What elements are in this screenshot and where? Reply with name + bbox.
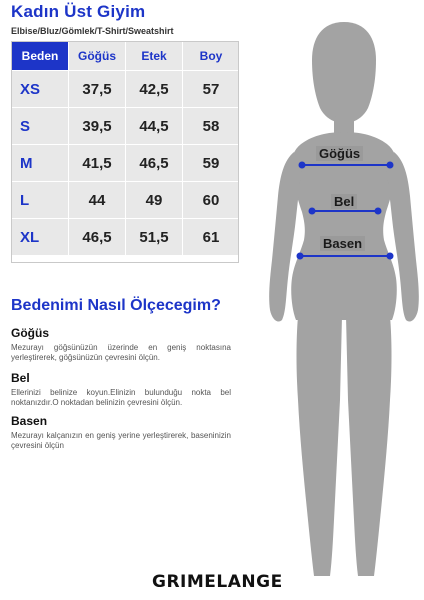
size-label: M <box>12 145 69 182</box>
chest-right-marker <box>387 162 394 169</box>
hips-heading: Basen <box>11 414 48 428</box>
waist-text: Ellerinizi belinize koyun.Elinizin bulunduğu nokta bel noktanızdır.O noktadan belinizin çevresini ölçün. <box>11 388 231 407</box>
waist-instructions <box>11 371 231 408</box>
size-label: S <box>12 108 69 145</box>
page-title: Kadın Üst Giyim <box>11 2 146 21</box>
table-header-row <box>12 42 240 71</box>
chest-instructions <box>11 326 231 363</box>
hips-left-marker <box>297 253 304 260</box>
waist-label: Bel <box>331 194 357 209</box>
chest-left-marker <box>299 162 306 169</box>
table-row <box>12 145 240 182</box>
column-header-chest: Göğüs <box>69 42 126 71</box>
hips-label: Basen <box>320 236 365 251</box>
measurement-guide-title: Bedenimi Nasıl Ölçecegim? <box>11 297 221 314</box>
chest-heading: Göğüs <box>11 326 49 340</box>
table-row <box>12 108 240 145</box>
body-silhouette-icon <box>264 20 424 580</box>
hips-text: Mezurayı kalçanızın en geniş yerine yerleştirerek, baseninizin çevresini ölçün <box>11 431 231 450</box>
chest-value: 37,5 <box>69 71 126 108</box>
table-row <box>12 71 240 108</box>
skirt-value: 42,5 <box>126 71 183 108</box>
waist-heading: Bel <box>11 371 30 385</box>
chest-value: 39,5 <box>69 108 126 145</box>
size-label: L <box>12 182 69 219</box>
skirt-value: 46,5 <box>126 145 183 182</box>
length-value: 57 <box>183 71 240 108</box>
column-header-skirt: Etek <box>126 42 183 71</box>
length-value: 58 <box>183 108 240 145</box>
chest-label: Göğüs <box>316 146 363 161</box>
length-value: 61 <box>183 219 240 256</box>
length-value: 60 <box>183 182 240 219</box>
column-header-size: Beden <box>12 42 69 71</box>
column-header-length: Boy <box>183 42 240 71</box>
chest-value: 41,5 <box>69 145 126 182</box>
waist-left-marker <box>309 208 316 215</box>
skirt-value: 51,5 <box>126 219 183 256</box>
table-row <box>12 182 240 219</box>
brand-logo: GRIMELANGE <box>152 572 283 592</box>
waist-right-marker <box>375 208 382 215</box>
skirt-value: 49 <box>126 182 183 219</box>
body-measurement-figure <box>264 20 424 600</box>
skirt-value: 44,5 <box>126 108 183 145</box>
size-chart-table <box>11 41 240 256</box>
hips-right-marker <box>387 253 394 260</box>
product-categories: Elbise/Bluz/Gömlek/T-Shirt/Sweatshirt <box>11 26 174 36</box>
chest-text: Mezurayı göğsünüzün üzerinde en geniş noktasına yerleştirerek, göğsünüzün çevresini ölçün. <box>11 343 231 362</box>
hips-instructions <box>11 414 231 451</box>
table-row <box>12 219 240 256</box>
size-label: XL <box>12 219 69 256</box>
length-value: 59 <box>183 145 240 182</box>
chest-value: 44 <box>69 182 126 219</box>
chest-value: 46,5 <box>69 219 126 256</box>
size-label: XS <box>12 71 69 108</box>
